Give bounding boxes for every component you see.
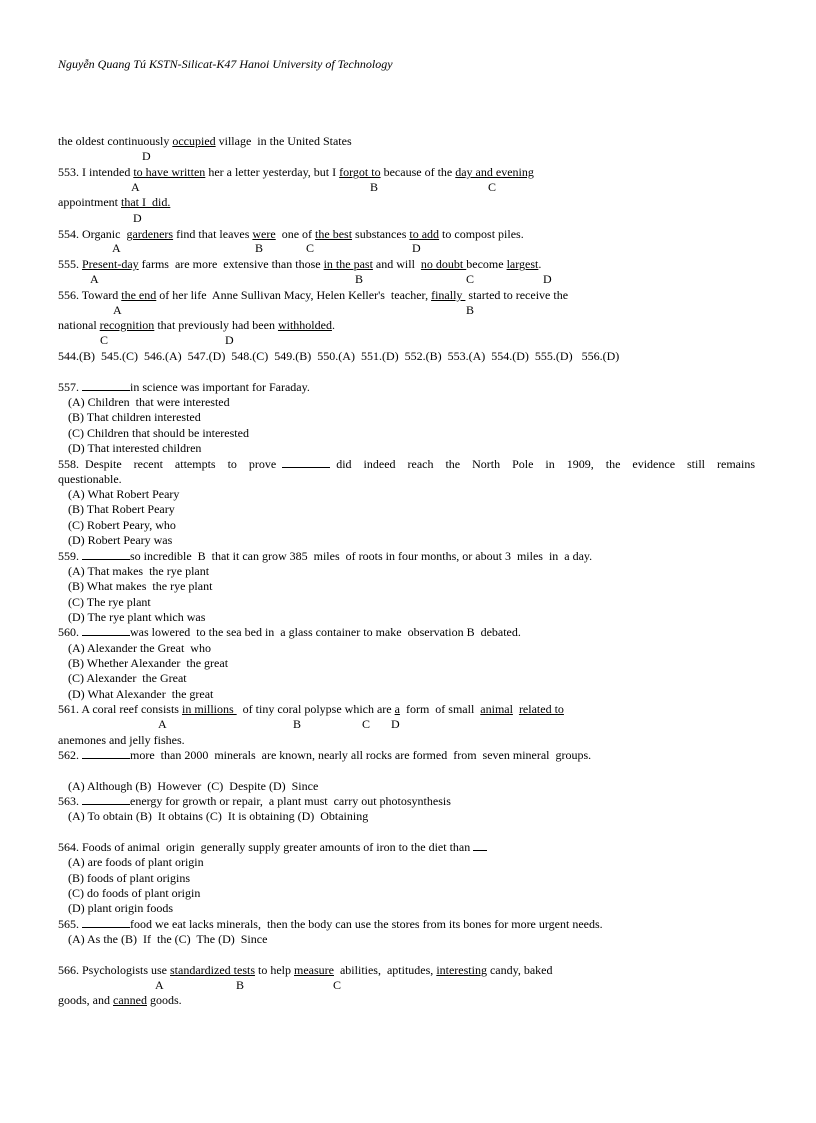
- q556-line1: 556. Toward the end of her life Anne Sullivan Macy, Helen Keller's teacher, finally started to receive the: [58, 288, 569, 302]
- q556-letter-d: D: [225, 333, 234, 347]
- q555-letter-c: C: [466, 272, 475, 286]
- q566-letter-a: A: [155, 978, 164, 992]
- q561-letter-d: D: [391, 717, 400, 731]
- q556-letter-b: B: [466, 303, 475, 317]
- q559-option: (A) That makes the rye plant: [68, 564, 210, 578]
- q562-stem: 562. more than 2000 minerals are known, nearly all rocks are formed from seven mineral groups.: [58, 748, 592, 762]
- q554-letter-a: A: [112, 241, 121, 255]
- page-header: Nguyễn Quang Tú KSTN-Silicat-K47 Hanoi University of Technology: [58, 57, 393, 71]
- q553-letter-a: A: [131, 180, 140, 194]
- q557-option: (B) That children interested: [68, 410, 201, 424]
- q564-option: (B) foods of plant origins: [68, 871, 190, 885]
- q565-stem: 565. food we eat lacks minerals, then the body can use the stores from its bones for more urgent needs.: [58, 917, 603, 931]
- q553-letter-b: B: [370, 180, 379, 194]
- q560-stem: 560. was lowered to the sea bed in a glass container to make observation B debated.: [58, 625, 521, 639]
- q560-option: (C) Alexander the Great: [68, 671, 187, 685]
- q558-stem-line2: questionable.: [58, 472, 122, 486]
- q554-letter-b: B: [255, 241, 264, 255]
- q564-option: (C) do foods of plant origin: [68, 886, 201, 900]
- q558-option: (D) Robert Peary was: [68, 533, 173, 547]
- q553-line1: 553. I intended to have written her a letter yesterday, but I forgot to because of the day and evening: [58, 165, 534, 179]
- q556-line2: national recognition that previously had been withholded.: [58, 318, 335, 332]
- q561-line1: 561. A coral reef consists in millions of tiny coral polypse which are a form of small animal related to: [58, 702, 564, 716]
- q559-option: (D) The rye plant which was: [68, 610, 206, 624]
- q566-letter-c: C: [333, 978, 342, 992]
- q566-line2: goods, and canned goods.: [58, 993, 182, 1007]
- q554-letter-c: C: [306, 241, 315, 255]
- q555-line: 555. Present-day farms are more extensive than those in the past and will no doubt become largest.: [58, 257, 542, 271]
- q553-letter-c: C: [488, 180, 497, 194]
- q555-letter-a: A: [90, 272, 99, 286]
- q558-option: (B) That Robert Peary: [68, 502, 175, 516]
- q561-letter-c: C: [362, 717, 371, 731]
- q557-option: (C) Children that should be interested: [68, 426, 249, 440]
- q558-option: (C) Robert Peary, who: [68, 518, 176, 532]
- q552-letter-d: D: [142, 149, 151, 163]
- q556-letter-c: C: [100, 333, 109, 347]
- q554-line: 554. Organic gardeners find that leaves were one of the best substances to add to compost piles.: [58, 227, 524, 241]
- q553-line2: appointment that I did.: [58, 195, 171, 209]
- q559-option: (B) What makes the rye plant: [68, 579, 213, 593]
- q556-letter-a: A: [113, 303, 122, 317]
- q565-options: (A) As the (B) If the (C) The (D) Since: [68, 932, 268, 946]
- q566-line1: 566. Psychologists use standardized tests to help measure abilities, aptitudes, interesting candy, baked: [58, 963, 553, 977]
- q558-option: (A) What Robert Peary: [68, 487, 180, 501]
- q557-option: (A) Children that were interested: [68, 395, 230, 409]
- q564-stem: 564. Foods of animal origin generally supply greater amounts of iron to the diet than: [58, 840, 487, 854]
- q555-letter-d: D: [543, 272, 552, 286]
- q566-letter-b: B: [236, 978, 245, 992]
- q559-option: (C) The rye plant: [68, 595, 151, 609]
- q555-letter-b: B: [355, 272, 364, 286]
- q554-letter-d: D: [412, 241, 421, 255]
- q563-options: (A) To obtain (B) It obtains (C) It is obtaining (D) Obtaining: [68, 809, 369, 823]
- q558-stem: 558. Despite recent attempts to prove did indeed reach the North Pole in 1909, the evidence still remains: [58, 457, 755, 471]
- q561-line2: anemones and jelly fishes.: [58, 733, 185, 747]
- answer-key: 544.(B) 545.(C) 546.(A) 547.(D) 548.(C) 549.(B) 550.(A) 551.(D) 552.(B) 553.(A) 554.(D) 555.(D) 556.(D): [58, 349, 620, 363]
- q561-letter-b: B: [293, 717, 302, 731]
- q561-letter-a: A: [158, 717, 167, 731]
- q552-line: the oldest continuously occupied village in the United States: [58, 134, 352, 148]
- q557-option: (D) That interested children: [68, 441, 202, 455]
- q562-options: (A) Although (B) However (C) Despite (D) Since: [68, 779, 319, 793]
- q560-option: (B) Whether Alexander the great: [68, 656, 229, 670]
- q560-option: (A) Alexander the Great who: [68, 641, 211, 655]
- q557-stem: 557. in science was important for Faraday.: [58, 380, 310, 394]
- q564-option: (D) plant origin foods: [68, 901, 173, 915]
- q559-stem: 559. so incredible B that it can grow 385 miles of roots in four months, or about 3 miles in a day.: [58, 549, 593, 563]
- q553-letter-d: D: [133, 211, 142, 225]
- q563-stem: 563. energy for growth or repair, a plant must carry out photosynthesis: [58, 794, 451, 808]
- q564-option: (A) are foods of plant origin: [68, 855, 204, 869]
- q560-option: (D) What Alexander the great: [68, 687, 214, 701]
